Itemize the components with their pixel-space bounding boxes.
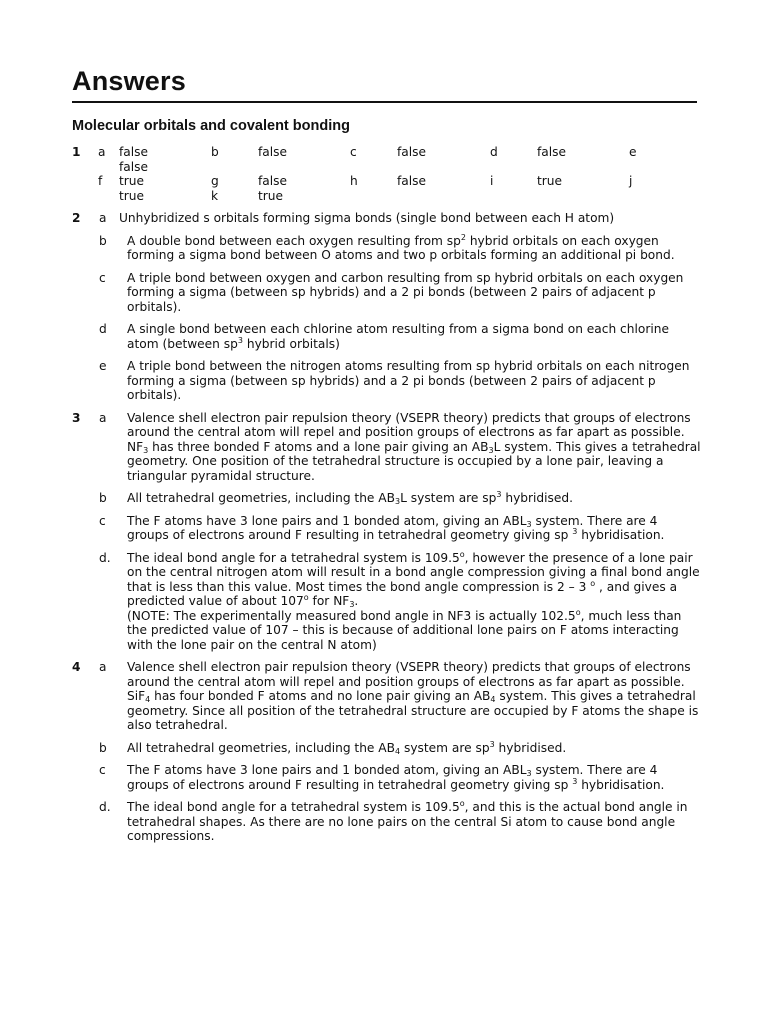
q3-a	[72, 411, 702, 484]
q4-b	[72, 741, 702, 756]
answer-text: A double bond between each oxygen resulting from $sp^2$ hybrid orbitals on each oxygen forming a sigma bond between O atoms and two p orbitals forming an additional pi bond.	[127, 232, 675, 262]
answer-letter: b	[99, 233, 107, 248]
answer-letter: a	[99, 211, 107, 225]
answer-letter: h	[350, 174, 358, 188]
q2-b	[72, 234, 702, 263]
answer-text: Valence shell electron pair repulsion theory (VSEPR theory) predicts that groups of electrons around the central atom will repel and position groups of electrons as far apart as possible.	[127, 410, 691, 439]
section-heading: Molecular orbitals and covalent bonding	[72, 118, 350, 134]
answer-letter: f	[98, 174, 103, 188]
answer-text: The ideal bond angle for a tetrahedral system is 109.5$^o$, however the presence of a lone pair on the central nitrogen atom will result in a bond angle compression giving a final bond angle that is less than this value. Most times the bond angle compression is 2 – 3 $^o$ , and gives a predicted value of about 107$^o$ for $NF_3$.	[127, 549, 700, 609]
q4-a	[72, 660, 702, 733]
answer-letter: e	[629, 145, 637, 159]
answer-value: false	[537, 145, 566, 159]
answer-text: The F atoms have 3 lone pairs and 1 bonded atom, giving an $ABL_3$ system. There are 4 groups of electrons around F resulting in tetrahedral geometry giving sp $^3$ hybridisation.	[127, 513, 665, 542]
q3-b	[72, 491, 702, 506]
answer-text: The ideal bond angle for a tetrahedral system is 109.5$^o$, and this is the actual bond angle in tetrahedral shapes. As there are no lone pairs on the central Si atom to cause bond angle compressions.	[127, 799, 688, 843]
q4-c	[72, 763, 702, 792]
q3-c	[72, 514, 702, 543]
answer-letter: d.	[99, 550, 111, 565]
answer-letter: d	[99, 322, 107, 336]
q2-d	[72, 322, 702, 351]
q1-row-2	[72, 174, 702, 203]
q4-d	[72, 800, 702, 844]
answer-value: false	[119, 160, 148, 174]
q1-row-1	[72, 145, 702, 174]
answer-letter: c	[99, 270, 106, 285]
answer-value: true	[119, 174, 145, 188]
answer-letter: d	[490, 145, 498, 159]
answer-letter: b	[211, 145, 219, 159]
answers-content	[72, 145, 702, 852]
question-number: 3	[72, 410, 81, 425]
answer-letter: b	[99, 491, 107, 505]
answer-value: false	[258, 174, 287, 188]
answer-text: All tetrahedral geometries, including the $AB_4$ system are $sp^3$ hybridised.	[127, 739, 567, 756]
answer-letter: e	[99, 359, 107, 373]
answer-value: false	[397, 174, 426, 188]
answer-letter: b	[99, 740, 107, 755]
answer-letter: k	[211, 189, 219, 203]
answer-letter: a	[99, 660, 107, 674]
answer-value: false	[119, 145, 148, 159]
answer-letter: d.	[99, 800, 111, 814]
answer-text: A triple bond between oxygen and carbon resulting from sp hybrid orbitals on each oxygen forming a sigma (between sp hybrids) and a 2 pi bonds (between 2 pairs of adjacent p orbitals).	[127, 270, 684, 314]
answer-value: false	[258, 145, 287, 159]
answer-value: true	[537, 174, 563, 188]
answer-value: false	[397, 145, 426, 159]
answer-letter: c	[99, 513, 106, 528]
answer-letter: a	[99, 410, 107, 425]
answer-text: All tetrahedral geometries, including the $AB_3L$ system are $sp^3$ hybridised.	[127, 490, 574, 506]
answer-letter: j	[629, 174, 633, 188]
answer-letter: g	[211, 174, 219, 188]
answer-text: A triple bond between the nitrogen atoms resulting from sp hybrid orbitals on each nitrogen forming a sigma (between sp hybrids) and a 2 pi bonds (between 2 pairs of adjacent p orbitals).	[127, 359, 690, 402]
answer-value: true	[119, 189, 145, 203]
question-number: 4	[72, 660, 81, 674]
answer-text: $NF_3$ has three bonded F atoms and a lone pair giving an $AB_3L$ system. This gives a tetrahedral geometry. One position of the tetrahedral structure is occupied by a lone pair, leaving a triangular pyramidal structure.	[127, 439, 701, 483]
answer-letter: i	[490, 174, 494, 188]
answer-text: SiF$_4$ has four bonded F atoms and no lone pair giving an $AB_4$ system. This gives a tetrahedral geometry. Since all position of the tetrahedral structure are occupied by F atoms the shape is also tetrahedral.	[127, 689, 699, 732]
answer-text: Valence shell electron pair repulsion theory (VSEPR theory) predicts that groups of electrons around the central atom will repel and position groups of electrons as far apart as possible.	[127, 660, 691, 689]
answer-value: true	[258, 189, 284, 203]
q3-d	[72, 551, 702, 653]
answer-note: (NOTE: The experimentally measured bond angle in NF3 is actually 102.5$^o$, much less than the predicted value of 107 – this is because of additional lone pairs on F atoms interacting with the lone pair on the central N atom)	[127, 607, 682, 652]
q2-c	[72, 271, 702, 315]
question-number: 1	[72, 145, 81, 159]
q2-e	[72, 359, 702, 403]
answer-letter: a	[98, 145, 106, 159]
answer-text: A single bond between each chlorine atom resulting from a sigma bond on each chlorine atom (between $sp^3$ hybrid orbitals)	[127, 322, 669, 351]
q2-a	[72, 211, 702, 226]
answer-letter: c	[350, 145, 357, 159]
answer-text: Unhybridized s orbitals forming sigma bonds (single bond between each H atom)	[119, 211, 615, 225]
page-title: Answers	[72, 66, 186, 96]
answer-text: The F atoms have 3 lone pairs and 1 bonded atom, giving an $ABL_3$ system. There are 4 groups of electrons around F resulting in tetrahedral geometry giving sp $^3$ hybridisation.	[127, 763, 665, 792]
title-rule	[72, 101, 697, 103]
answer-letter: c	[99, 763, 106, 777]
question-number: 2	[72, 211, 81, 225]
